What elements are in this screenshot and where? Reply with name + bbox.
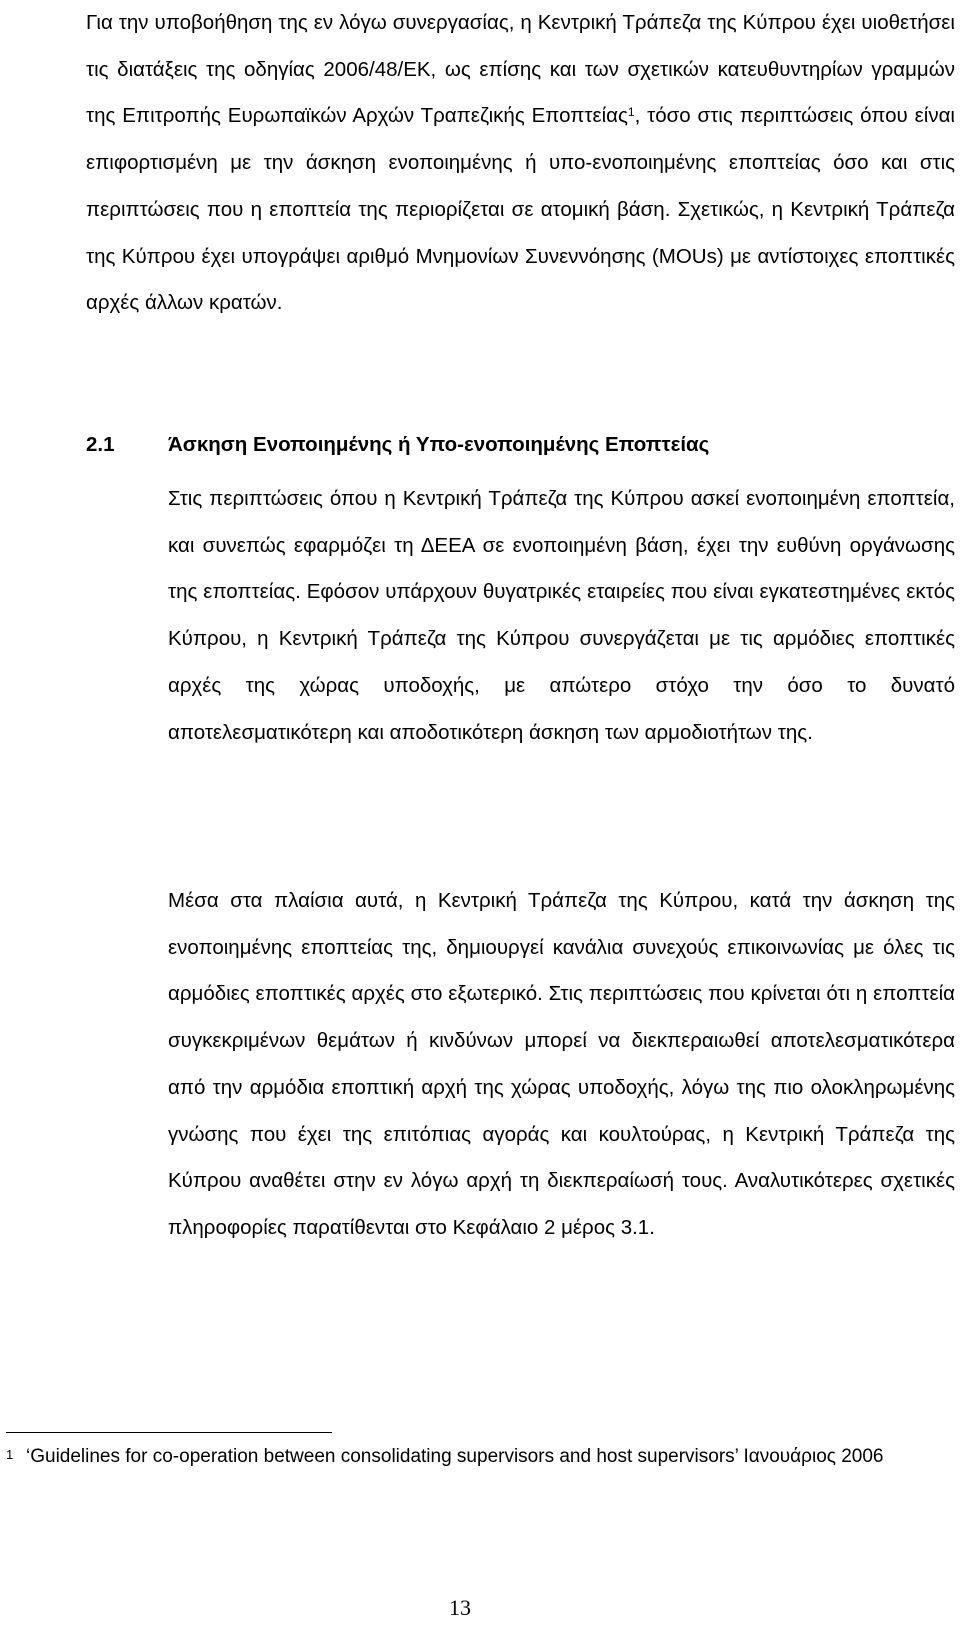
- footnote-mark: 1: [6, 1447, 14, 1462]
- section-paragraph-2: Μέσα στα πλαίσια αυτά, η Κεντρική Τράπεζα της Κύπρου, κατά την άσκηση της ενοποιημένης εποπτείας της, δημιουργεί κανάλια συνεχούς επικοινωνίας με όλες τις αρμόδιες εποπτικές αρχές στο εξωτερικό. Στις περιπτώσεις που κρίνεται ότι η εποπτεία συγκεκριμένων θεμάτων ή κινδύνων μπορεί να διεκπεραιωθεί αποτελεσματικότερα από την αρμόδια εποπτική αρχή της χώρας υποδοχής, λόγω της πιο ολοκληρωμένης γνώσης που έχει της επιτόπιας αγοράς και κουλτούρας, η Κεντρική Τράπεζα της Κύπρου αναθέτει στην εν λόγω αρχή τη διεκπεραίωσή τους. Αναλυτικότερες σχετικές πληροφορίες παρατίθενται στο Κεφάλαιο 2 μέρος 3.1.: [168, 889, 955, 1239]
- intro-text-before-note: Για την υποβοήθηση της εν λόγω συνεργασίας, η Κεντρική Τράπεζα της Κύπρου έχει υιοθετήσει τις διατάξεις της οδηγίας 2006/48/ΕΚ, ως επίσης και των σχετικών κατευθυντηρίων γραμμών της Επιτροπής Ευρωπαϊκών Αρχών Τραπεζικής Εποπτείας: [86, 11, 955, 128]
- intro-text-after-note: , τόσο στις περιπτώσεις όπου είναι επιφορτισμένη με την άσκηση ενοποιημένης ή υπο-ενοποιημένης εποπτείας όσο και στις περιπτώσεις που η εποπτεία της περιορίζεται σε ατομική βάση. Σχετικώς, η Κεντρική Τράπεζα της Κύπρου έχει υπογράψει αριθμό Μνημονίων Συνεννόησης (MOUs) με αντίστοιχες εποπτικές αρχές άλλων κρατών.: [86, 104, 955, 315]
- footnote: [6, 1442, 920, 1472]
- page-number: 13: [449, 1595, 471, 1620]
- footnote-text: ‘Guidelines for co-operation between consolidating supervisors and host supervisors’ Ιανουάριος 2006: [26, 1446, 884, 1467]
- footnote-reference: 1: [627, 105, 635, 120]
- section-title: Άσκηση Ενοποιημένης ή Υπο-ενοποιημένης Εποπτείας: [168, 433, 710, 456]
- intro-paragraph: [86, 0, 955, 327]
- footnote-separator: [6, 1432, 332, 1433]
- section-number: 2.1: [86, 433, 115, 456]
- section-paragraph-1: Στις περιπτώσεις όπου η Κεντρική Τράπεζα της Κύπρου ασκεί ενοποιημένη εποπτεία, και συνεπώς εφαρμόζει τη ΔΕΕΑ σε ενοποιημένη βάση, έχει την ευθύνη οργάνωσης της εποπτείας. Εφόσον υπάρχουν θυγατρικές εταιρείες που είναι εγκατεστημένες εκτός Κύπρου, η Κεντρική Τράπεζα της Κύπρου συνεργάζεται με τις αρμόδιες εποπτικές αρχές της χώρας υποδοχής, με απώτερο στόχο την όσο το δυνατό αποτελεσματικότερη και αποδοτικότερη άσκηση των αρμοδιοτήτων της.: [168, 487, 955, 744]
- section-heading: [86, 430, 955, 460]
